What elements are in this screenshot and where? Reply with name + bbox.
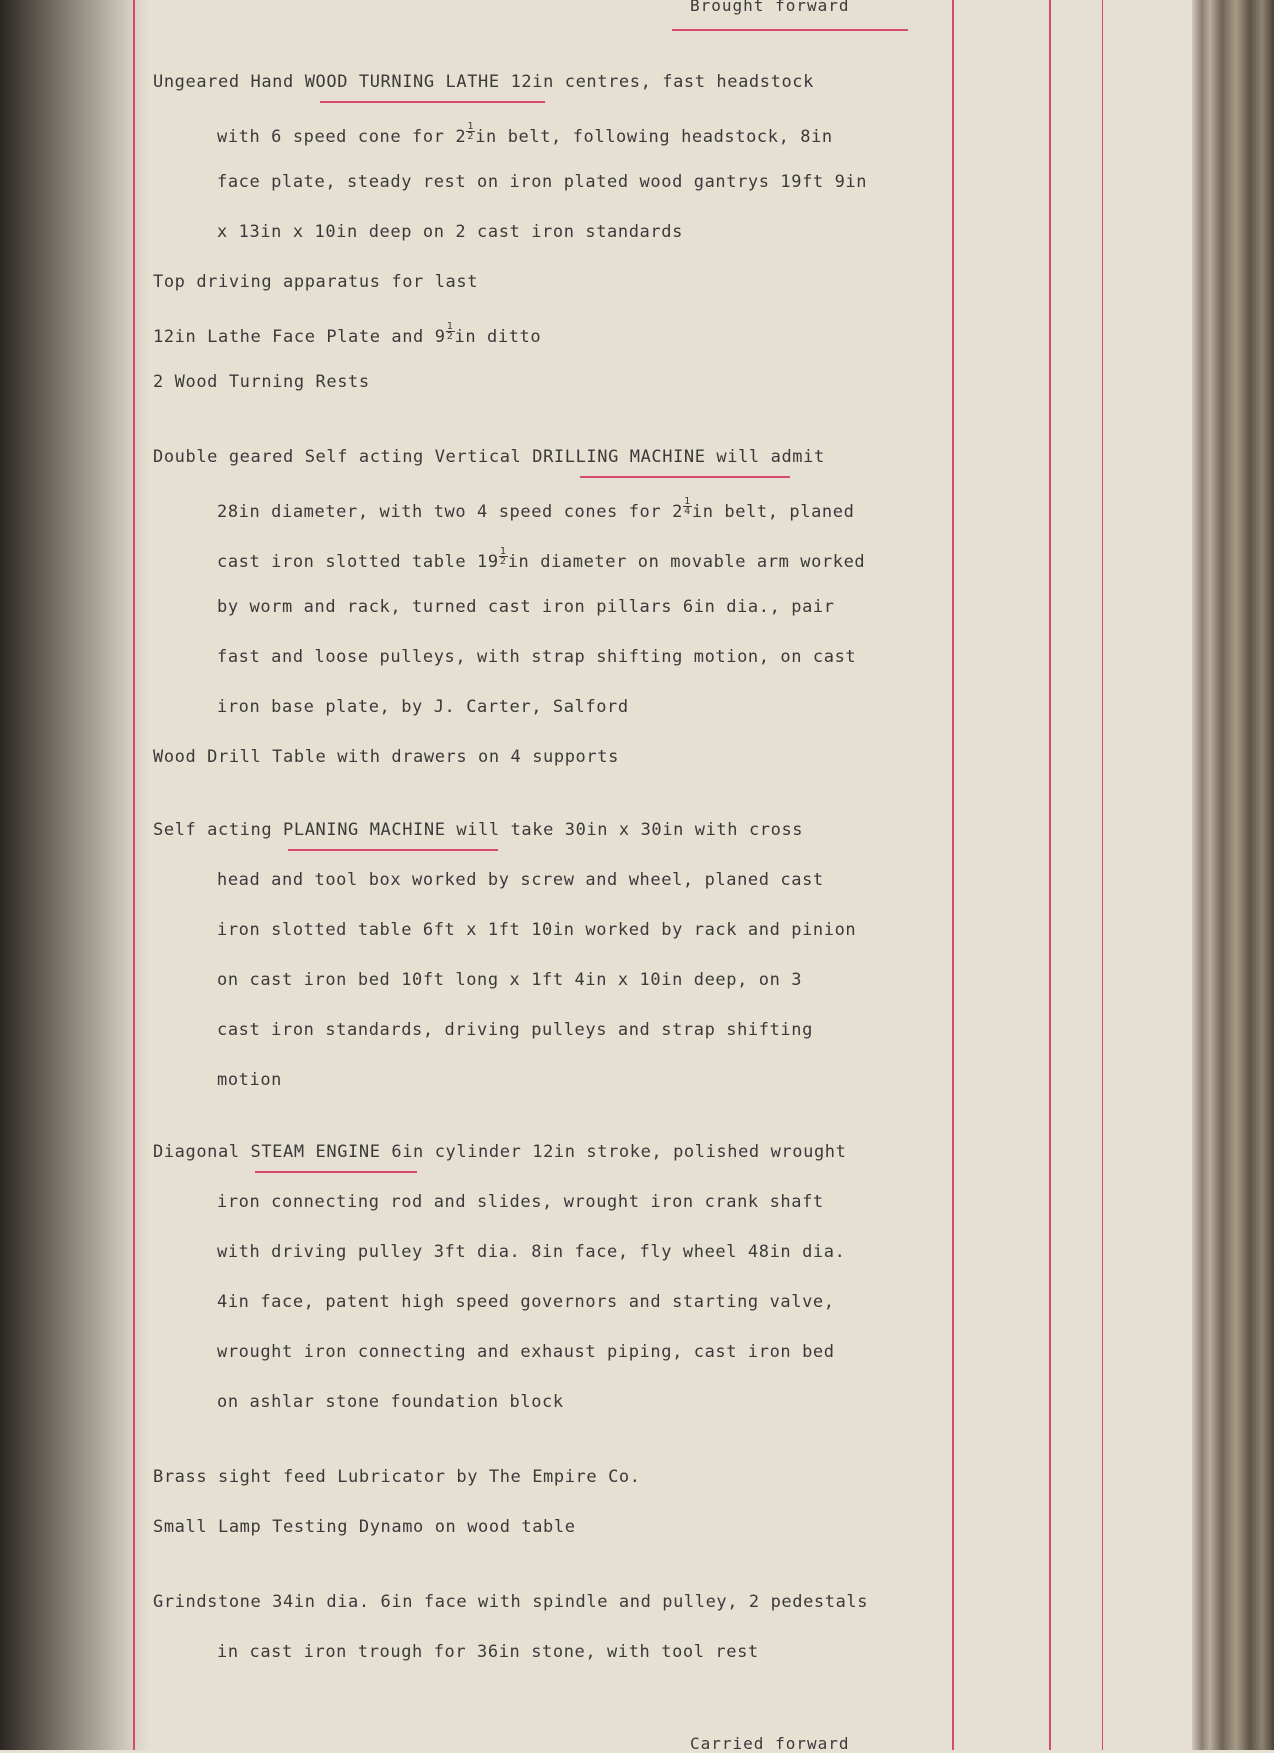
entry-planing-line-4: on cast iron bed 10ft long x 1ft 4in x 10in deep, on 3 [217, 970, 803, 990]
column-rule-outer [1102, 0, 1103, 1750]
entry-rests: 2 Wood Turning Rests [153, 372, 370, 392]
brought-forward-rule [672, 29, 908, 31]
entry-planing-line-1: Self acting PLANING MACHINE will take 30in x 30in with cross [153, 820, 804, 840]
entry-lathe-line-1: Ungeared Hand WOOD TURNING LATHE 12in centres, fast headstock [153, 72, 814, 92]
entry-engine-line-4: 4in face, patent high speed governors and starting valve, [217, 1292, 835, 1312]
entry-drilling-line-4: by worm and rack, turned cast iron pillars 6in dia., pair [217, 597, 835, 617]
entry-planing-line-3: iron slotted table 6ft x 1ft 10in worked by rack and pinion [217, 920, 857, 940]
drilling-underline [580, 476, 790, 478]
engine-heading: STEAM ENGINE [250, 1142, 381, 1162]
entry-engine-line-2: iron connecting rod and slides, wrought iron crank shaft [217, 1192, 824, 1212]
entry-lathe-line-4: x 13in x 10in deep on 2 cast iron standards [217, 222, 683, 242]
column-rule [1049, 0, 1051, 1750]
lathe-heading: WOOD TURNING LATHE [304, 72, 500, 92]
brought-forward-heading: Brought forward [690, 0, 850, 15]
entry-drilling-line-6: iron base plate, by J. Carter, Salford [217, 697, 629, 717]
planing-heading: PLANING MACHINE [283, 820, 446, 840]
entry-lathe-line-3: face plate, steady rest on iron plated wood gantrys 19ft 9in [217, 172, 868, 192]
entry-face-plate: 12in Lathe Face Plate and 9 $\frac{1}{2}$ in ditto [153, 321, 542, 347]
entry-drilling-line-2: 28in diameter, with two 4 speed cones for 2 $\frac{1}{4}$ in belt, planed [217, 496, 855, 522]
entry-planing-line-2: head and tool box worked by screw and wheel, planed cast [217, 870, 824, 890]
entry-drilling-line-5: fast and loose pulleys, with strap shifting motion, on cast [217, 647, 857, 667]
margin-rule-right [952, 0, 954, 1750]
book-spine [1192, 0, 1274, 1750]
lathe-underline [320, 101, 545, 103]
engine-underline [255, 1171, 417, 1173]
entry-engine-line-3: with driving pulley 3ft dia. 8in face, fly wheel 48in dia. [217, 1242, 846, 1262]
planing-underline [288, 849, 498, 851]
entry-engine-line-1: Diagonal STEAM ENGINE 6in cylinder 12in stroke, polished wrought [153, 1142, 847, 1162]
carried-forward-footer: Carried forward [690, 1734, 850, 1753]
entry-drilling-line-1: Double geared Self acting Vertical DRILLING MACHINE will admit [153, 447, 825, 467]
entry-lubricator: Brass sight feed Lubricator by The Empire Co. [153, 1467, 641, 1487]
entry-grindstone-line-1: Grindstone 34in dia. 6in face with spindle and pulley, 2 pedestals [153, 1592, 869, 1612]
drilling-heading: DRILLING MACHINE [532, 447, 706, 467]
entry-drill-table: Wood Drill Table with drawers on 4 supports [153, 747, 619, 767]
entry-grindstone-line-2: in cast iron trough for 36in stone, with tool rest [217, 1642, 759, 1662]
entry-top-driving: Top driving apparatus for last [153, 272, 479, 292]
entry-planing-line-6: motion [217, 1070, 283, 1090]
entry-engine-line-6: on ashlar stone foundation block [217, 1392, 564, 1412]
entry-drilling-line-3: cast iron slotted table 19 $\frac{1}{2}$ in diameter on movable arm worked [217, 546, 866, 572]
entry-dynamo: Small Lamp Testing Dynamo on wood table [153, 1517, 576, 1537]
entry-lathe-line-2: with 6 speed cone for 2 $\frac{1}{2}$ in belt, following headstock, 8in [217, 121, 833, 147]
entry-engine-line-5: wrought iron connecting and exhaust piping, cast iron bed [217, 1342, 835, 1362]
page-shadow-left [0, 0, 150, 1750]
entry-planing-line-5: cast iron standards, driving pulleys and strap shifting [217, 1020, 813, 1040]
margin-rule-left [133, 0, 135, 1750]
